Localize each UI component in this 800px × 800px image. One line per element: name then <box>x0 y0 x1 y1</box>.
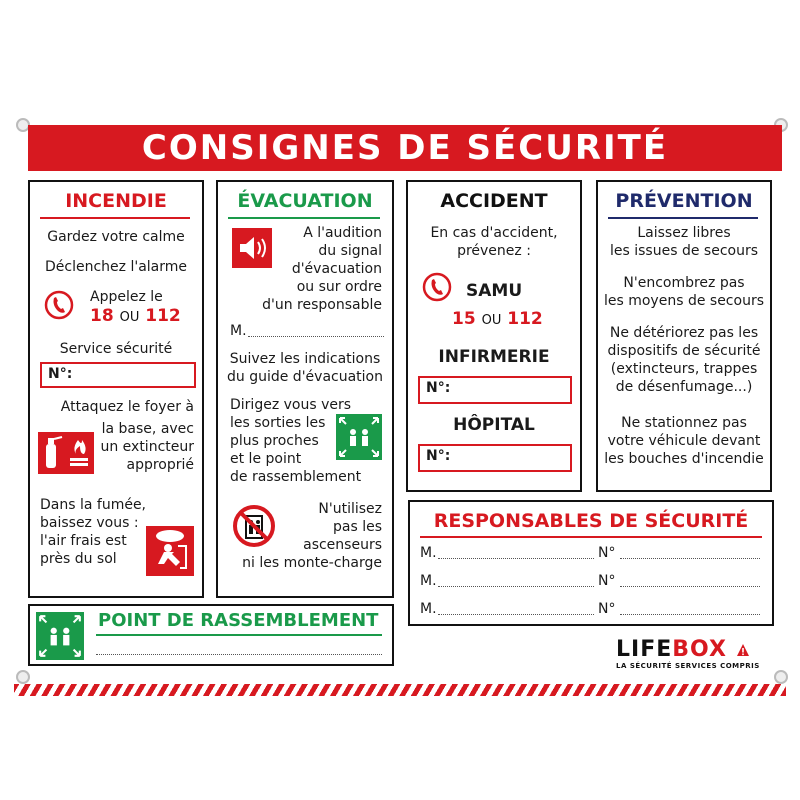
field-label: N°: <box>426 448 451 464</box>
prevention-line: Laissez libres <box>637 225 731 241</box>
attack-text <box>100 420 194 474</box>
audition-line: A l'audition <box>303 225 382 241</box>
lift-line: ni les monte-charge <box>242 555 382 571</box>
exit-line: Dirigez vous vers <box>230 397 352 413</box>
grommet-bottom-left <box>16 670 30 684</box>
lift-line: ascenseurs <box>303 537 382 553</box>
audition-line: d'un responsable <box>262 297 382 313</box>
call-label: Appelez le <box>90 289 163 305</box>
incendie-text: Gardez votre calme <box>47 229 185 245</box>
brand-name-a: LIFE <box>616 637 673 662</box>
attack-text <box>61 398 194 416</box>
smoke-line: Dans la fumée, <box>40 497 147 513</box>
responsable-name-line[interactable] <box>438 558 594 559</box>
responsable-m-label: M. <box>420 545 437 561</box>
exit-line: les sorties les <box>230 415 326 431</box>
incendie-title-underline <box>40 217 190 219</box>
hopital-number-field[interactable] <box>418 444 572 472</box>
follow-line: du guide d'évacuation <box>227 369 383 385</box>
prevention-line: Ne stationnez pas <box>621 415 747 431</box>
brand-logo <box>616 638 780 678</box>
incendie-title: INCENDIE <box>65 190 167 212</box>
follow-text <box>218 350 392 386</box>
lift-text <box>242 500 382 572</box>
accident-intro <box>408 224 580 260</box>
attack-line: un extincteur <box>100 439 194 455</box>
smoke-line: près du sol <box>40 551 117 567</box>
attack-line: la base, avec <box>101 421 194 437</box>
brand-name-b: BOX <box>672 637 727 662</box>
evacuation-panel <box>216 180 394 598</box>
or-text: OU <box>481 313 502 328</box>
evacuation-title-underline <box>228 217 380 219</box>
attack-line: approprié <box>126 457 194 473</box>
prevention-item <box>598 274 770 310</box>
incendie-text: Déclenchez l'alarme <box>45 259 187 275</box>
responsable-name-line[interactable] <box>438 586 594 587</box>
responsable-number-line[interactable] <box>620 614 760 615</box>
fire-number: 18 <box>90 306 114 326</box>
samu-number <box>452 310 543 330</box>
responsables-title: RESPONSABLES DE SÉCURITÉ <box>433 510 749 532</box>
accident-panel <box>406 180 582 492</box>
audition-line: du signal <box>318 243 382 259</box>
warning-triangle-icon <box>736 643 750 657</box>
smoke-text <box>40 496 146 568</box>
follow-line: Suivez les indications <box>229 351 381 367</box>
responsable-n-label: N° <box>598 545 616 561</box>
prevention-line: les issues de secours <box>610 243 758 259</box>
field-label: N°: <box>426 380 451 396</box>
smoke-line: baissez vous : <box>40 515 139 531</box>
responsable-name-line[interactable] <box>248 336 384 337</box>
responsable-m-label: M. <box>420 573 437 589</box>
infirmerie-number-field[interactable] <box>418 376 572 404</box>
prevention-line: Ne détériorez pas les <box>609 325 759 341</box>
responsable-label: M. <box>230 323 247 339</box>
smoke-line: l'air frais est <box>40 533 127 549</box>
exit-line: plus proches <box>230 433 319 449</box>
rassemblement-location-line[interactable] <box>96 654 382 655</box>
intro-line: En cas d'accident, <box>430 225 558 241</box>
prevention-line: les bouches d'incendie <box>604 451 764 467</box>
prevention-item <box>598 324 770 396</box>
title-banner <box>28 125 782 171</box>
prevention-title-underline <box>608 217 758 219</box>
prevention-line: dispositifs de sécurité <box>607 343 761 359</box>
incendie-panel <box>28 180 204 598</box>
samu-number-15: 15 <box>452 309 476 329</box>
prevention-line: (extincteurs, trappes <box>610 361 758 377</box>
responsable-name-line[interactable] <box>438 614 594 615</box>
fire-extinguisher-icon <box>38 432 94 474</box>
emergency-number <box>90 307 181 327</box>
responsable-number-line[interactable] <box>620 586 760 587</box>
or-text: OU <box>119 310 140 325</box>
page-title: CONSIGNES DE SÉCURITÉ <box>141 128 669 168</box>
exit-line: de rassemblement <box>230 469 362 485</box>
prevention-title: PRÉVENTION <box>615 190 753 212</box>
attack-line: Attaquez le foyer à <box>60 399 194 415</box>
responsables-panel <box>408 500 774 626</box>
prevention-item <box>598 224 770 260</box>
accident-title: ACCIDENT <box>440 190 548 212</box>
responsable-n-label: N° <box>598 573 616 589</box>
phone-icon <box>44 290 74 320</box>
audition-line: d'évacuation <box>291 261 382 277</box>
audition-text <box>262 224 382 314</box>
emergency-number-112: 112 <box>507 309 543 329</box>
evacuation-title: ÉVACUATION <box>237 190 373 212</box>
field-label: N°: <box>48 366 73 382</box>
smoke-crawl-icon <box>146 526 194 576</box>
hazard-stripe <box>14 684 786 696</box>
lift-line: N'utilisez <box>318 501 382 517</box>
prevention-line: votre véhicule devant <box>607 433 761 449</box>
audition-line: ou sur ordre <box>296 279 382 295</box>
responsable-n-label: N° <box>598 601 616 617</box>
responsable-number-line[interactable] <box>620 558 760 559</box>
exit-line: et le point <box>230 451 302 467</box>
assembly-point-icon <box>336 414 382 460</box>
responsable-m-label: M. <box>420 601 437 617</box>
intro-line: prévenez : <box>457 243 531 259</box>
lift-line: pas les <box>332 519 382 535</box>
infirmerie-label: INFIRMERIE <box>438 347 550 367</box>
samu-label: SAMU <box>466 281 523 301</box>
prevention-item <box>598 414 770 468</box>
brand-tagline: LA SÉCURITÉ SERVICES COMPRIS <box>616 662 760 670</box>
hopital-label: HÔPITAL <box>453 415 535 435</box>
rassemblement-title: POINT DE RASSEMBLEMENT <box>98 610 379 631</box>
service-number-field[interactable] <box>40 362 196 388</box>
prevention-line: les moyens de secours <box>603 293 764 309</box>
rassemblement-title-underline <box>96 634 382 636</box>
prevention-line: N'encombrez pas <box>623 275 745 291</box>
responsables-title-underline <box>420 536 762 538</box>
prevention-panel <box>596 180 772 492</box>
assembly-point-icon <box>36 612 84 660</box>
rassemblement-panel <box>28 604 394 666</box>
service-securite-label: Service sécurité <box>59 341 173 357</box>
phone-icon <box>422 272 452 302</box>
emergency-number-112: 112 <box>145 306 181 326</box>
prevention-line: de désenfumage...) <box>615 379 753 395</box>
